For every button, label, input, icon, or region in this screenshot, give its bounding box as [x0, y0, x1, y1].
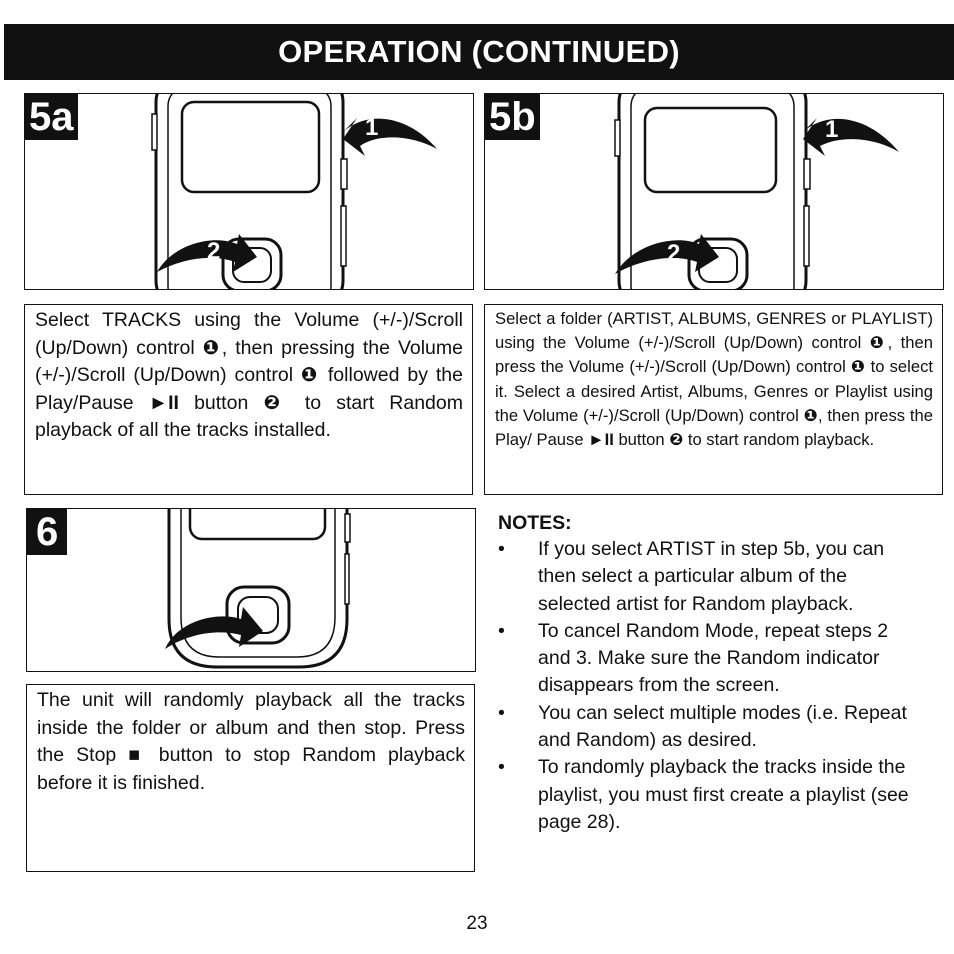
page-header — [4, 24, 954, 80]
instruction-text: , then press the Volume (+/-)/Scroll (Up/Down) control — [495, 333, 933, 377]
device-illustration-5a — [25, 94, 473, 289]
page-number: 23 — [466, 913, 488, 934]
notes-title: NOTES: — [498, 512, 572, 534]
instruction-text: followed by the Play/Pause — [35, 364, 463, 414]
note-text: You can select multiple modes (i.e. Repeat and Random) as desired. — [538, 701, 907, 752]
instruction-text: to select it. Select a desired Artist, Albums, Genres or Playlist using the Volume (+/-)/Scroll (Up/Down) control — [495, 357, 933, 425]
callout-1: 1 — [365, 114, 379, 141]
callout-1-symbol: ❶ — [803, 405, 818, 425]
note-item — [498, 700, 918, 755]
notes-section — [498, 510, 918, 836]
callout-2-symbol: ❷ — [263, 391, 290, 414]
callout-2: 2 — [667, 240, 681, 267]
note-item — [498, 754, 918, 836]
instruction-text: Select a folder (ARTIST, ALBUMS, GENRES or PLAYLIST) using the Volume (+/-)/Scroll (Up/Down) control — [495, 309, 933, 353]
instruction-text: , then press the Play/ Pause — [495, 405, 933, 450]
device-illustration-5b — [485, 94, 943, 289]
callout-1: 1 — [825, 116, 839, 143]
callout-1-symbol: ❶ — [850, 357, 866, 377]
callout-1-symbol: ❶ — [300, 364, 320, 386]
instruction-text: , then pressing the Volume (+/-)/Scroll (Up/Down) control — [35, 336, 463, 386]
figure-6 — [26, 508, 476, 672]
instruction-text: to start random playback. — [683, 430, 875, 450]
notes-list — [498, 536, 918, 836]
step-5b-instructions — [484, 304, 943, 495]
step-label-5b: 5b — [485, 94, 540, 140]
note-text: If you select ARTIST in step 5b, you can then select a particular album of the selected artist for Random playback. — [538, 538, 885, 615]
callout-1-symbol: ❶ — [869, 333, 888, 353]
instruction-text: Select TRACKS using the Volume (+/-)/Scroll (Up/Down) control — [35, 309, 463, 359]
instruction-text: button — [613, 430, 670, 450]
step-5a-instructions — [24, 304, 473, 495]
note-text: To randomly playback the tracks inside the playlist, you must first create a playlist (see page 28). — [538, 756, 909, 833]
callout-2-symbol: ❷ — [669, 430, 684, 450]
callout-2: 2 — [207, 238, 221, 265]
play-pause-icon: ►II — [588, 430, 614, 450]
note-text: To cancel Random Mode, repeat steps 2 and 3. Make sure the Random indicator disappears from the screen. — [538, 619, 889, 697]
callout-1-symbol: ❶ — [202, 336, 222, 359]
arrow-1-icon — [343, 118, 437, 156]
arrow-1-icon — [803, 118, 899, 156]
bullet-icon: • — [498, 538, 505, 560]
instruction-text: button — [178, 391, 264, 414]
step-label-5a: 5a — [25, 94, 78, 140]
instruction-text: to start Random playback of all the tracks installed. — [35, 391, 463, 441]
stop-icon: ■ — [128, 744, 147, 766]
step-label-6: 6 — [27, 509, 67, 555]
device-illustration-6 — [27, 509, 475, 671]
page-title: OPERATION (CONTINUED) — [278, 34, 680, 69]
figure-5a — [24, 93, 474, 290]
step-6-instructions — [26, 684, 475, 872]
bullet-icon: • — [498, 701, 505, 724]
bullet-icon: • — [498, 619, 505, 642]
figure-5b — [484, 93, 944, 290]
bullet-icon: • — [498, 756, 505, 779]
play-pause-icon: ►II — [148, 391, 179, 414]
instruction-text: The unit will randomly playback all the tracks inside the folder or album and then stop. Press the Stop — [37, 689, 465, 766]
note-item — [498, 536, 918, 618]
note-item — [498, 618, 918, 700]
instruction-text: button to stop Random playback before it is finished. — [37, 744, 466, 794]
